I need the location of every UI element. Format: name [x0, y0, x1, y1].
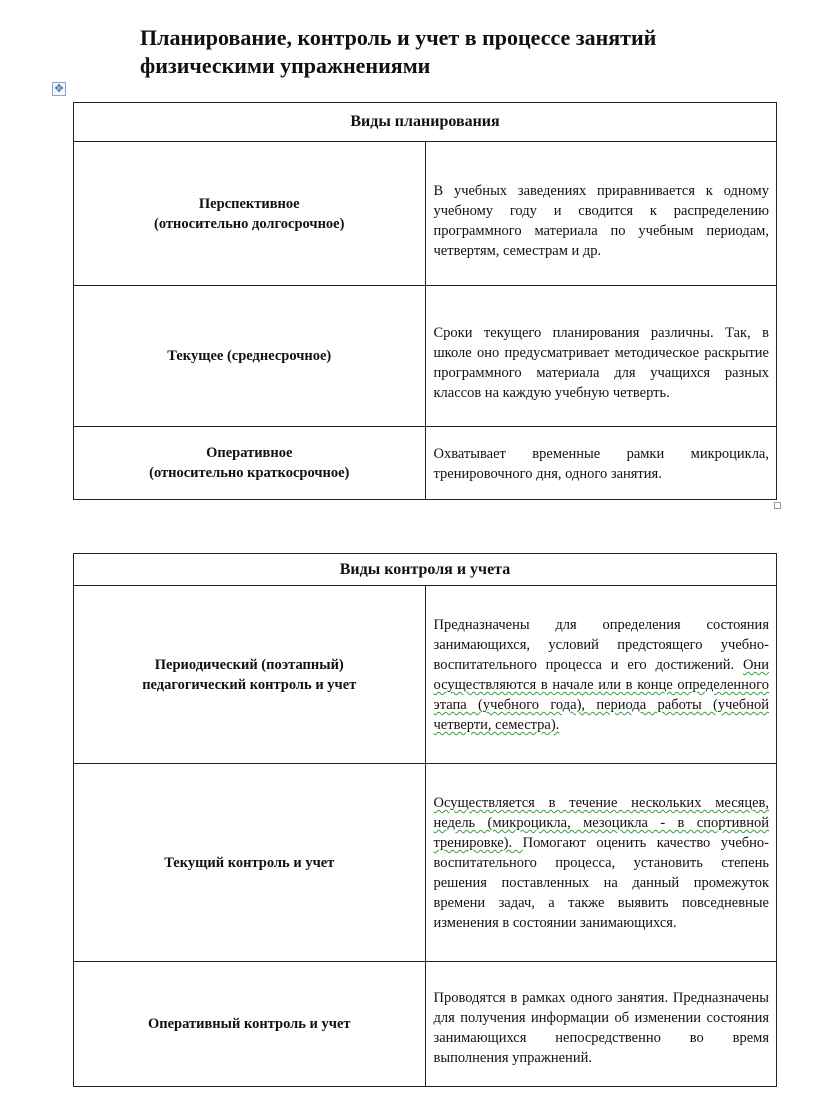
- planning-type-cell: [74, 427, 426, 500]
- planning-type-name: Текущее (среднесрочное): [167, 348, 332, 364]
- control-description-part: Они осуществляются в начале или в конце определенного этапа (учебного года), периода работы (учебной четверти, семестра).: [433, 657, 769, 733]
- control-type-name: Текущий контроль и учет: [164, 854, 335, 871]
- control-description-part: Помогают оценить качество учебно-воспитательного процесса, установить степень решения поставленных на данный промежуток времени задач, а также выявить повседневные изменения в состоянии занимающихся.: [433, 835, 769, 931]
- planning-type-cell: [74, 286, 426, 427]
- control-type-cell: [74, 586, 426, 764]
- control-table-header: Виды контроля и учета: [74, 554, 777, 586]
- table-row: [74, 427, 777, 500]
- control-type-cell: [74, 764, 426, 962]
- table-row: [74, 142, 777, 286]
- control-table: [73, 553, 777, 1087]
- control-description: [425, 586, 777, 764]
- planning-type-name: Перспективное: [198, 195, 300, 212]
- planning-table: [73, 102, 777, 500]
- table-move-icon[interactable]: ✥: [52, 82, 66, 96]
- table-resize-icon[interactable]: [774, 502, 781, 509]
- planning-type-cell: [74, 142, 426, 286]
- control-type-name: Периодический (поэтапный): [154, 656, 344, 673]
- page-title: Планирование, контроль и учет в процессе занятий физическими упражнениями: [140, 25, 657, 78]
- planning-description: Сроки текущего планирования различны. Так, в школе оно предусматривает методическое раскрытие программного материала для учащихся разных классов на каждую учебную четверть.: [425, 286, 777, 427]
- control-type-cell: [74, 962, 426, 1087]
- control-type-name: Оперативный контроль и учет: [147, 1016, 351, 1032]
- planning-type-note: (относительно долгосрочное): [154, 215, 345, 232]
- control-description-part: Осуществляется в течение нескольких месяцев, недель (микроцикла, мезоцикла - в спортивной тренировке).: [433, 795, 769, 851]
- planning-description: Охватывает временные рамки микроцикла, тренировочного дня, одного занятия.: [425, 427, 777, 500]
- table-row: [74, 962, 777, 1087]
- control-description: [425, 764, 777, 962]
- planning-description: В учебных заведениях приравнивается к одному учебному году и сводится к распределению программного материала по учебным периодам, четвертям, семестрам и др.: [425, 142, 777, 286]
- planning-type-note: (относительно краткосрочное): [149, 465, 350, 481]
- planning-table-header: Виды планирования: [74, 103, 777, 142]
- control-description-part: Предназначены для определения состояния занимающихся, условий предстоящего учебно-воспитательного процесса и его достижений.: [433, 617, 769, 673]
- planning-type-name: Оперативное: [206, 445, 293, 461]
- control-type-note: педагогический контроль и учет: [142, 676, 357, 693]
- table-row: [74, 764, 777, 962]
- control-description: Проводятся в рамках одного занятия. Предназначены для получения информации об изменении состояния занимающихся непосредственно во время выполнения упражнений.: [425, 962, 777, 1087]
- table-row: [74, 286, 777, 427]
- table-row: [74, 586, 777, 764]
